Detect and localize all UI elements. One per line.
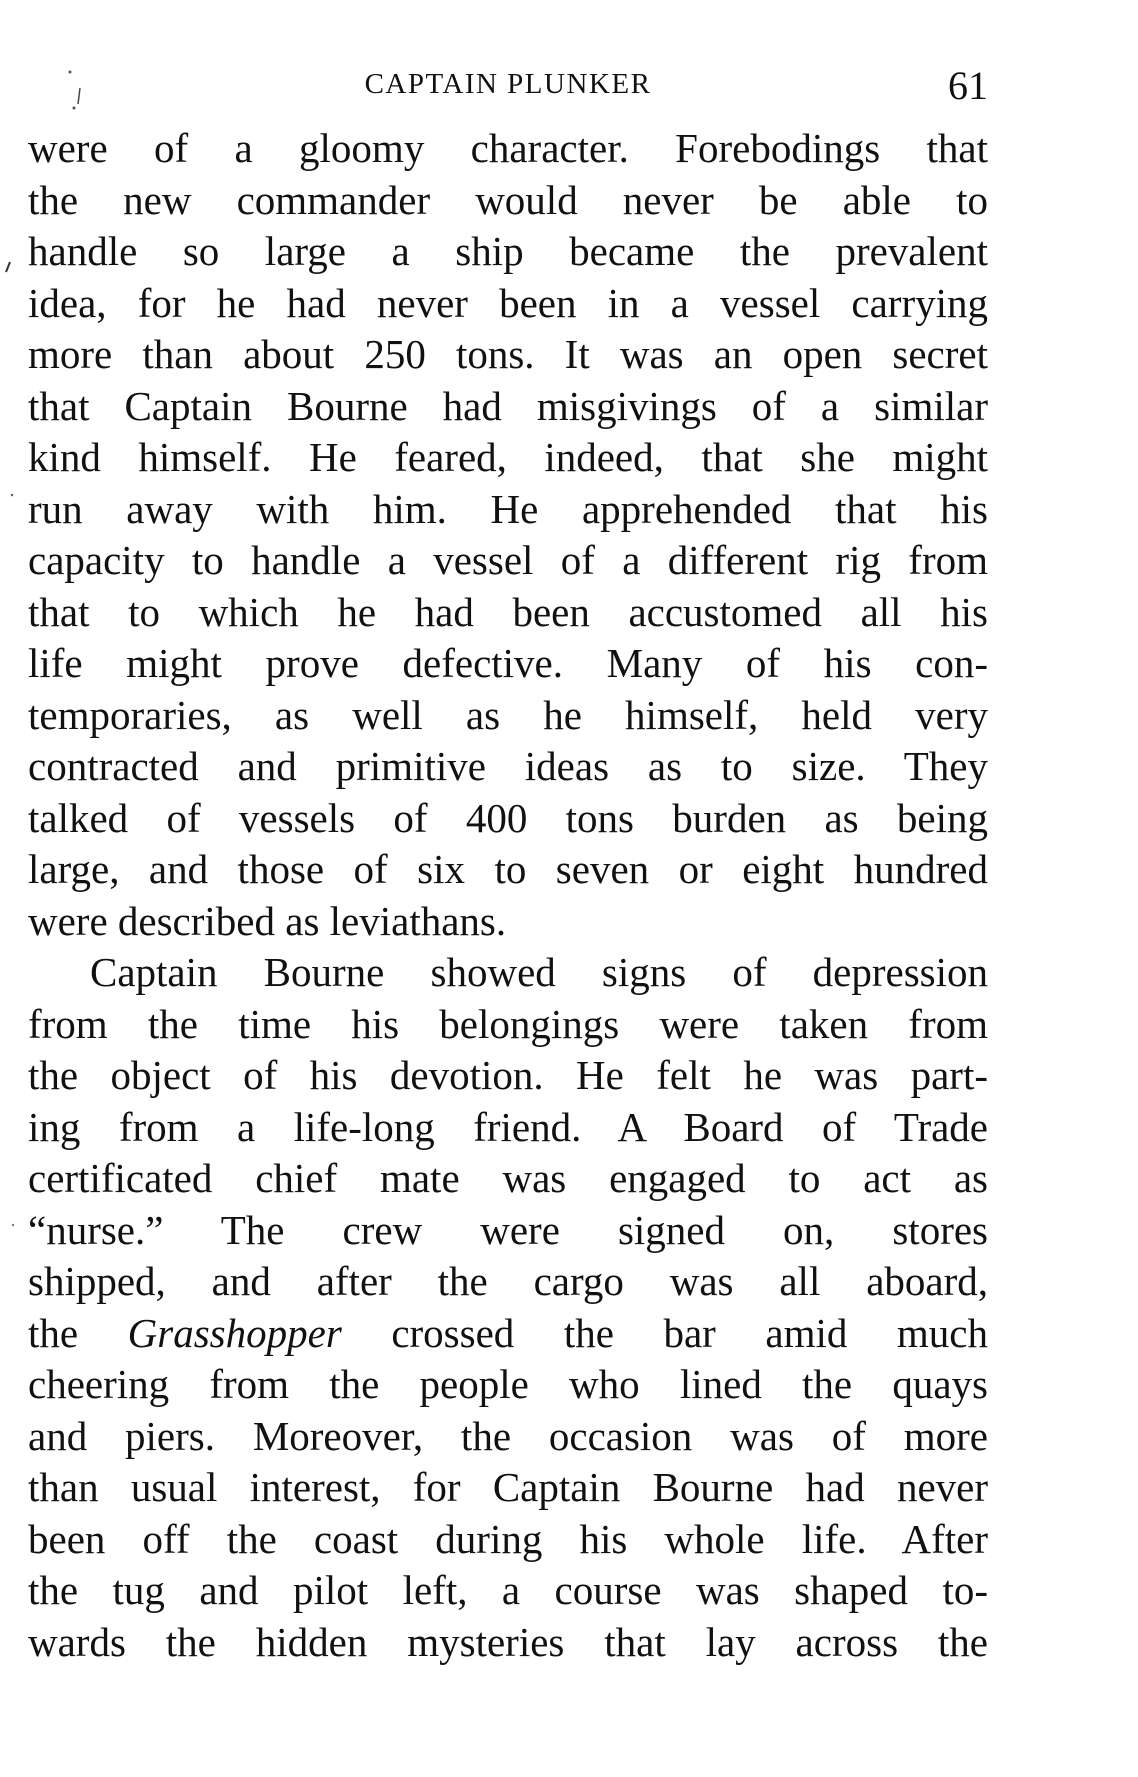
text-fragment: crossed the bar amid much [341, 1309, 988, 1356]
paragraph [28, 947, 988, 1668]
text-line: run away with him. He apprehended that his [28, 485, 988, 532]
paragraph [28, 123, 988, 947]
text-line: were described as leviathans. [28, 897, 507, 944]
text-line: temporaries, as well as he himself, held very [28, 691, 988, 738]
text-line: from the time his belongings were taken from [28, 1000, 988, 1047]
text-line: the new commander would never be able to [28, 176, 988, 223]
text-line: contracted and primitive ideas as to size. They [28, 743, 988, 789]
page-number: 61 [948, 63, 988, 108]
text-line: were of a gloomy character. Forebodings that [28, 125, 988, 171]
text-line: Captain Bourne showed signs of depression [90, 949, 988, 995]
text-line: and piers. Moreover, the occasion was of more [28, 1412, 988, 1459]
text-line: cheering from the people who lined the quays [28, 1361, 988, 1407]
text-line: the tug and pilot left, a course was shaped to- [28, 1567, 988, 1613]
text-line: ing from a life-long friend. A Board of Trade [28, 1103, 988, 1150]
ship-name: Grasshopper [127, 1309, 342, 1356]
text-line: wards the hidden mysteries that lay across the [28, 1618, 988, 1665]
scan-speck [12, 1224, 14, 1226]
text-line: been off the coast during his whole life. After [28, 1515, 988, 1562]
text-line: that Captain Bourne had misgivings of a similar [28, 382, 988, 429]
text-line: life might prove defective. Many of his con- [28, 640, 988, 686]
text-line: capacity to handle a vessel of a different rig from [28, 537, 988, 583]
text-fragment: the [28, 1309, 128, 1356]
running-title: CAPTAIN PLUNKER [364, 68, 652, 100]
scan-speck [11, 494, 14, 497]
text-line: that to which he had been accustomed all his [28, 588, 988, 635]
text-line: certificated chief mate was engaged to act as [28, 1155, 988, 1201]
body-text [28, 123, 988, 1668]
text-line: than usual interest, for Captain Bourne had never [28, 1464, 988, 1510]
text-line: shipped, and after the cargo was all aboard, [28, 1258, 988, 1304]
running-head [28, 62, 988, 112]
text-line: kind himself. He feared, indeed, that she might [28, 434, 988, 480]
text-line: talked of vessels of 400 tons burden as being [28, 794, 988, 841]
text-line: idea, for he had never been in a vessel carrying [28, 279, 988, 326]
text-line [28, 1308, 988, 1360]
scan-speck [6, 262, 10, 272]
text-line: large, and those of six to seven or eight hundred [28, 846, 988, 892]
text-line: “nurse.” The crew were signed on, stores [28, 1206, 988, 1253]
text-line: the object of his devotion. He felt he was part- [28, 1052, 988, 1098]
text-line: handle so large a ship became the prevalent [28, 228, 988, 274]
text-line: more than about 250 tons. It was an open secret [28, 331, 988, 377]
